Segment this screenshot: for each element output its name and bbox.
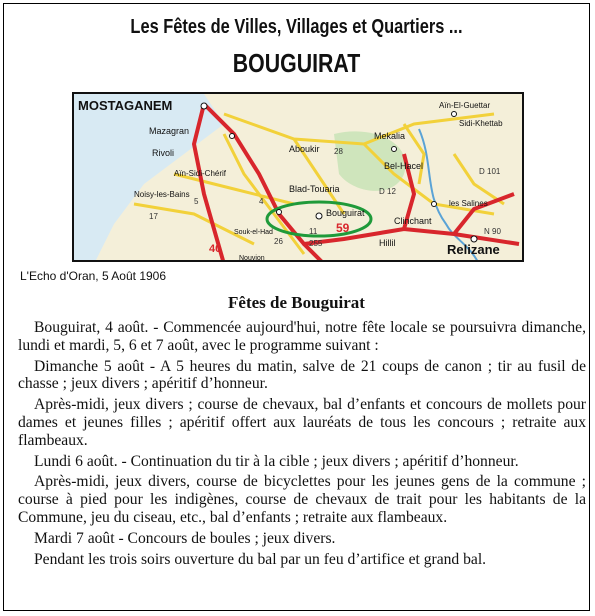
- article-paragraph: [18, 551, 586, 569]
- map-label-noisy-les-bains: Noisy-les-Bains: [134, 190, 190, 199]
- map-label-souk-el-had: Souk-el-Had: [234, 229, 273, 236]
- road-map-graphic: [74, 94, 524, 262]
- map-label-relizane: Relizane: [447, 242, 500, 257]
- map-label-bel-hacel: Bel-Hacel: [384, 161, 424, 171]
- map-label-blad-touaria: Blad-Touaria: [289, 184, 340, 194]
- paragraph-lead: Lundi 6 août. -: [34, 452, 127, 470]
- source-citation: L'Echo d'Oran, 5 Août 1906: [20, 269, 167, 283]
- map-label-aboukir: Aboukir: [289, 144, 320, 154]
- road-label-26: 26: [274, 237, 283, 246]
- road-label-59: 59: [336, 221, 350, 235]
- road-label-n90: N 90: [484, 227, 501, 236]
- map-label-mazagran: Mazagran: [149, 126, 190, 136]
- road-label-d101: D 101: [479, 167, 501, 176]
- map-label-ain-sidi-cherif: Aïn-Sidi-Chérif: [174, 169, 227, 178]
- paragraph-text: A 5 heures du matin, salve de 21 coups de canon ; tir au fusil de chasse ; jeux divers ; apéritif d’honneur.: [18, 357, 586, 393]
- map-label-nouvion: Nouvion: [239, 255, 265, 262]
- road-label-5: 5: [194, 197, 199, 206]
- page-title: BOUGUIRAT: [232, 48, 361, 78]
- page-frame: [3, 3, 590, 611]
- article-paragraph: [18, 396, 586, 449]
- article-paragraph: [18, 319, 586, 355]
- article-title: Fêtes de Bouguirat: [228, 293, 365, 312]
- paragraph-lead: Bouguirat, 4 août. -: [34, 319, 159, 336]
- map-label-rivoli: Rivoli: [152, 148, 175, 158]
- article-paragraph: [18, 473, 586, 526]
- road-map: [72, 92, 524, 262]
- map-label-ain-el-guettar: Aïn-El-Guettar: [439, 101, 491, 110]
- article-paragraph: [18, 453, 586, 471]
- article-paragraph: [18, 358, 586, 394]
- paragraph-text: Pendant les trois soirs ouverture du bal par un feu d’artifice et grand bal.: [34, 550, 487, 568]
- paragraph-lead: Dimanche 5 août -: [34, 357, 156, 375]
- road-label-11: 11: [309, 227, 318, 236]
- map-label-clinchant: Clinchant: [394, 216, 432, 226]
- article-paragraph: [18, 530, 586, 548]
- paragraph-text: Après-midi, jeux divers, course de bicyclettes pour les jeunes gens de la commune ; course à pied pour les indigènes, course de chevaux de trait pour les habitants de la Commune, jeu du ciseau, etc., bal d’enfants ; retraite aux flambeaux.: [18, 473, 586, 526]
- map-label-hillil: Hillil: [379, 238, 396, 248]
- map-label-mekalia: Mekalia: [374, 131, 406, 141]
- paragraph-text: Continuation du tir à la cible ; jeux divers ; apéritif d’honneur.: [126, 452, 519, 470]
- paragraph-text: Concours de boules ; jeux divers.: [123, 529, 336, 547]
- map-label-sidi-khettab: Sidi-Khettab: [459, 119, 503, 128]
- paragraph-text: Commencée aujourd'hui, notre fête locale se poursuivra dimanche, lundi et mardi, 5, 6 et 7 août, avec le programme suivant :: [18, 319, 586, 354]
- map-label-mostaganem: MOSTAGANEM: [78, 98, 173, 113]
- paragraph-lead: Mardi 7 août -: [34, 529, 124, 547]
- road-label-d12: D 12: [379, 187, 396, 196]
- series-title: Les Fêtes de Villes, Villages et Quartiers ...: [130, 16, 463, 38]
- road-label-255: 255: [309, 239, 323, 248]
- road-label-40: 40: [209, 243, 222, 255]
- paragraph-text: Après-midi, jeux divers ; course de chevaux, bal d’enfants et concours de mollets pour dames et jeunes filles ; apéritif offert aux lauréats de tous les concours ; retraite aux flambeaux.: [18, 396, 586, 449]
- map-label-bouguirat: Bouguirat: [326, 208, 365, 218]
- road-label-4: 4: [259, 197, 264, 206]
- article-body: [18, 319, 586, 571]
- road-label-17: 17: [149, 212, 158, 221]
- road-label-28: 28: [334, 147, 343, 156]
- map-label-les-salines: les Salines: [449, 199, 488, 208]
